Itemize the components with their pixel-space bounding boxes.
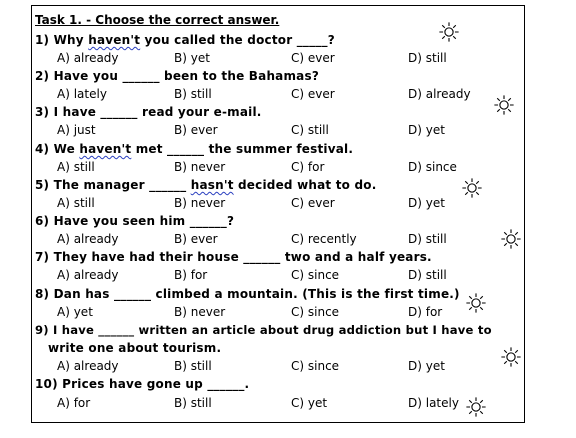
sun-icon [493,94,515,116]
question-9-continuation: write one about tourism. [48,341,222,355]
q8-option-b[interactable]: B) never [174,305,226,319]
q8-option-c[interactable]: C) since [291,305,340,319]
q1-option-c[interactable]: C) ever [291,51,335,65]
q7-option-b[interactable]: B) for [174,268,208,282]
q10-option-a[interactable]: A) for [57,396,91,410]
question-5: 5) The manager ______ hasn't decided what to do. [35,178,377,192]
q1-option-a[interactable]: A) already [57,51,119,65]
q3-option-c[interactable]: C) still [291,123,329,137]
question-7: 7) They have had their house ______ two and a half years. [35,250,432,264]
q6-option-c[interactable]: C) recently [291,232,357,246]
q6-option-d[interactable]: D) still [408,232,447,246]
sun-icon [465,292,487,314]
question-3: 3) I have ______ read your e-mail. [35,105,262,119]
q2-option-b[interactable]: B) still [174,87,212,101]
question-1: 1) Why haven't you called the doctor _____? [35,33,335,47]
question-4: 4) We haven't met ______ the summer festival. [35,142,354,156]
q10-option-c[interactable]: C) yet [291,396,328,410]
sun-icon [500,346,522,368]
question-2: 2) Have you ______ been to the Bahamas? [35,69,319,83]
sun-icon [465,396,487,418]
q1-option-d[interactable]: D) still [408,51,447,65]
q4-option-c[interactable]: C) for [291,160,325,174]
q9-option-a[interactable]: A) already [57,359,119,373]
sun-icon [500,228,522,250]
q6-option-a[interactable]: A) already [57,232,119,246]
q4-option-d[interactable]: D) since [408,160,457,174]
q5-option-a[interactable]: A) still [57,196,95,210]
question-8: 8) Dan has ______ climbed a mountain. (This is the first time.) [35,287,460,301]
q7-option-a[interactable]: A) already [57,268,119,282]
q8-option-d[interactable]: D) for [408,305,443,319]
q2-option-d[interactable]: D) already [408,87,471,101]
q5-option-d[interactable]: D) yet [408,196,445,210]
q8-option-a[interactable]: A) yet [57,305,93,319]
q2-option-c[interactable]: C) ever [291,87,335,101]
q5-option-b[interactable]: B) never [174,196,226,210]
q3-option-b[interactable]: B) ever [174,123,218,137]
question-6: 6) Have you seen him ______? [35,214,235,228]
q6-option-b[interactable]: B) ever [174,232,218,246]
sun-icon [461,177,483,199]
sun-icon [438,21,460,43]
q10-option-b[interactable]: B) still [174,396,212,410]
q2-option-a[interactable]: A) lately [57,87,107,101]
q9-option-d[interactable]: D) yet [408,359,445,373]
q4-option-a[interactable]: A) still [57,160,95,174]
q3-option-d[interactable]: D) yet [408,123,445,137]
q10-option-d[interactable]: D) lately [408,396,459,410]
q7-option-c[interactable]: C) since [291,268,340,282]
q9-option-c[interactable]: C) since [291,359,340,373]
task-title: Task 1. - Choose the correct answer. [35,13,280,27]
q3-option-a[interactable]: A) just [57,123,96,137]
q7-option-d[interactable]: D) still [408,268,447,282]
q4-option-b[interactable]: B) never [174,160,226,174]
q5-option-c[interactable]: C) ever [291,196,335,210]
question-9: 9) I have ______ written an article about drug addiction but I have to [35,323,492,337]
question-10: 10) Prices have gone up ______. [35,377,250,391]
q1-option-b[interactable]: B) yet [174,51,210,65]
q9-option-b[interactable]: B) still [174,359,212,373]
